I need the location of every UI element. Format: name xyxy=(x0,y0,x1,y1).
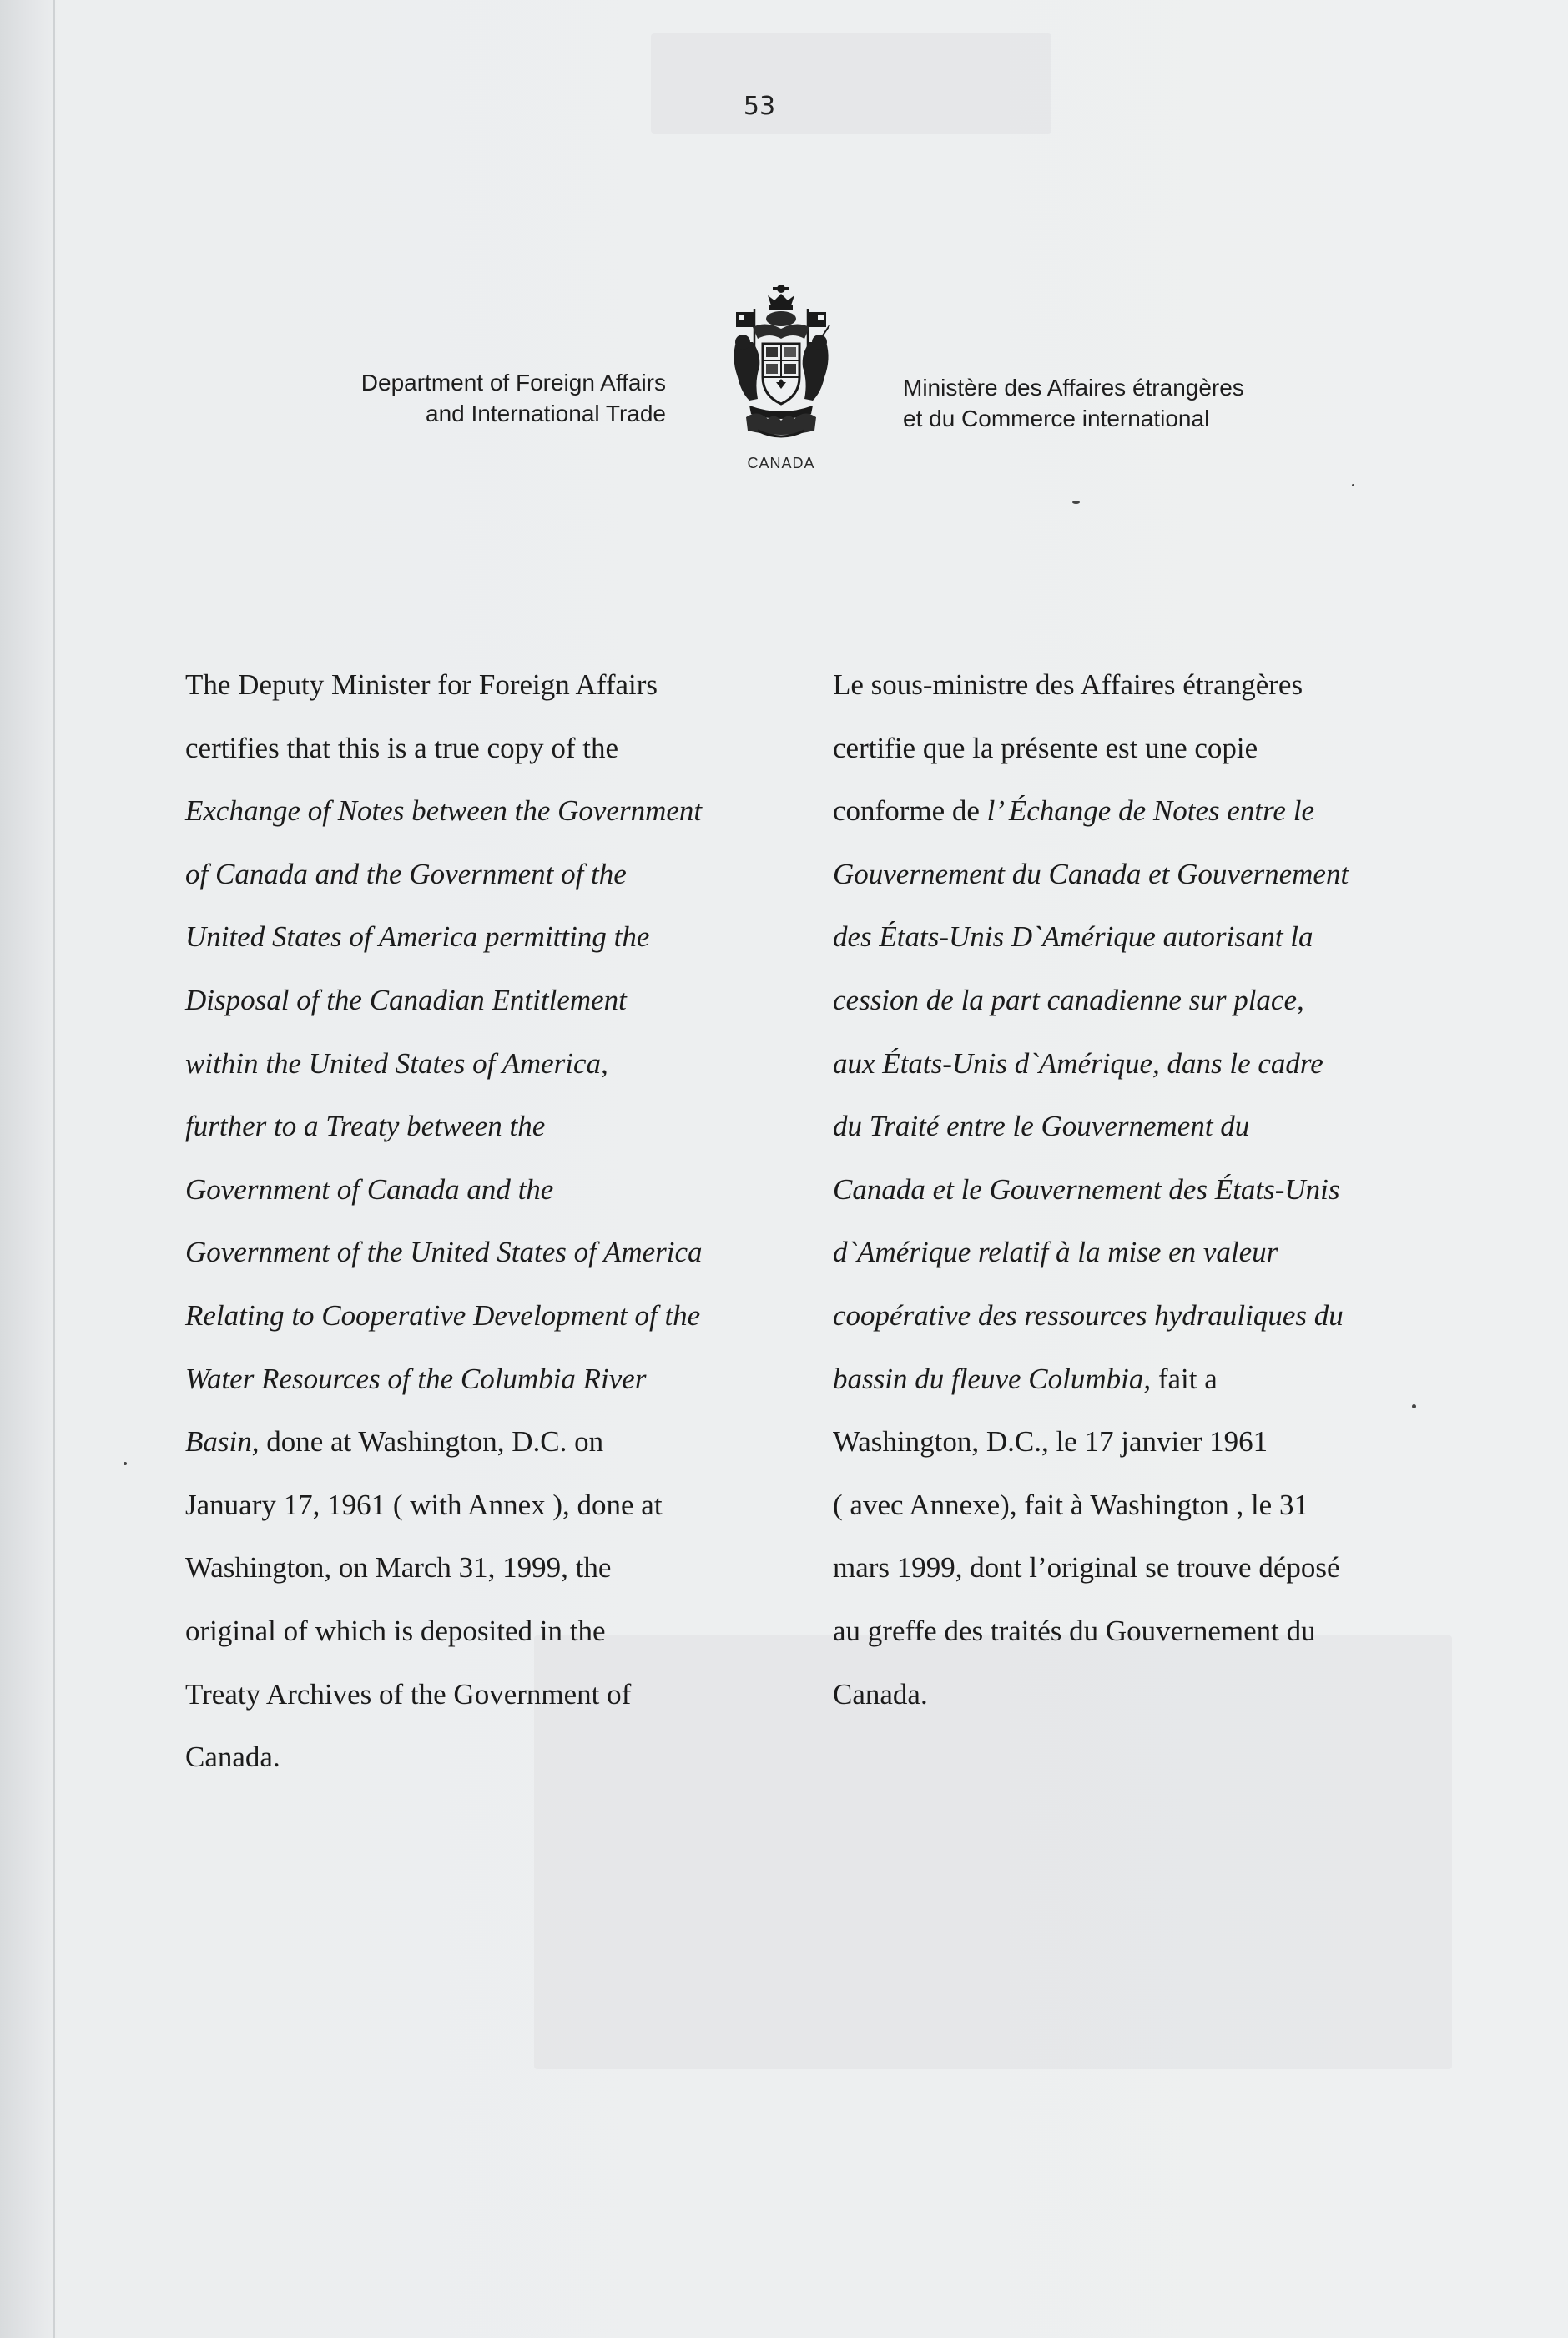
text-line xyxy=(833,653,1417,717)
text-line xyxy=(185,1600,786,1663)
bleed-through-mark xyxy=(651,33,1051,134)
italic-text-run: Gouvernement du Canada et Gouvernement xyxy=(833,857,1349,890)
text-run: Le sous-ministre des Affaires étrangères xyxy=(833,668,1303,701)
text-run: conforme de xyxy=(833,794,987,828)
text-line xyxy=(833,1095,1417,1158)
crest-caption: CANADA xyxy=(747,455,815,471)
text-run: Washington, D.C., le 17 janvier 1961 xyxy=(833,1425,1268,1459)
italic-text-run: aux États-Unis d`Amérique, dans le cadre xyxy=(833,1046,1323,1080)
text-run: done at Washington, D.C. on xyxy=(259,1425,604,1459)
italic-text-run: within the United States of America, xyxy=(185,1046,608,1080)
text-line xyxy=(833,1158,1417,1222)
italic-text-run: United States of America permitting the xyxy=(185,920,650,954)
canada-coat-of-arms-icon xyxy=(724,284,838,451)
italic-text-run: Government of Canada and the xyxy=(185,1172,554,1206)
italic-text-run: des États-Unis D`Amérique autorisant la xyxy=(833,920,1313,954)
department-line: and International Trade xyxy=(426,401,666,426)
text-line xyxy=(833,1032,1417,1096)
italic-text-run: Canada et le Gouvernement des États-Unis xyxy=(833,1172,1340,1206)
italic-text-run: du Traité entre le Gouvernement du xyxy=(833,1110,1250,1143)
department-line: et du Commerce international xyxy=(903,406,1210,431)
text-line xyxy=(185,1536,786,1600)
text-line xyxy=(185,653,786,717)
text-line xyxy=(833,1600,1417,1663)
text-run: January 17, 1961 ( with Annex ), done at xyxy=(185,1488,663,1521)
text-line xyxy=(185,717,786,780)
text-line xyxy=(833,969,1417,1032)
italic-text-run: Exchange of Notes between the Government xyxy=(185,794,703,828)
text-line xyxy=(185,1410,786,1474)
page-number: 53 xyxy=(743,92,776,121)
text-run: Canada. xyxy=(185,1741,280,1774)
text-line xyxy=(833,1663,1417,1726)
department-name-french xyxy=(903,372,1370,434)
text-line xyxy=(833,843,1417,906)
italic-text-run: Government of the United States of America xyxy=(185,1236,703,1269)
text-line xyxy=(833,1221,1417,1284)
french-certification-text xyxy=(833,653,1417,1726)
text-line xyxy=(833,1348,1417,1411)
italic-text-run: cession de la part canadienne sur place, xyxy=(833,983,1304,1016)
text-line xyxy=(185,1284,786,1348)
department-line: Department of Foreign Affairs xyxy=(360,370,666,396)
text-line xyxy=(185,969,786,1032)
text-run: original of which is deposited in the xyxy=(185,1614,606,1647)
text-run: mars 1999, dont l’original se trouve déposé xyxy=(833,1551,1340,1585)
text-line xyxy=(833,1474,1417,1537)
scan-speck xyxy=(1352,484,1354,486)
italic-text-run: of Canada and the Government of the xyxy=(185,857,627,890)
text-line xyxy=(185,1095,786,1158)
text-run: certifie que la présente est une copie xyxy=(833,731,1258,764)
text-run: Canada. xyxy=(833,1677,928,1711)
italic-text-run: Disposal of the Canadian Entitlement xyxy=(185,983,627,1016)
italic-text-run: further to a Treaty between the xyxy=(185,1110,546,1143)
text-run: ( avec Annexe), fait à Washington , le 31 xyxy=(833,1488,1308,1521)
text-line xyxy=(833,1284,1417,1348)
scan-speck xyxy=(1412,1404,1416,1408)
text-run: certifies that this is a true copy of the xyxy=(185,731,619,764)
scan-speck xyxy=(1072,501,1080,504)
text-run: Treaty Archives of the Government of xyxy=(185,1677,632,1711)
italic-text-run: coopérative des ressources hydrauliques du xyxy=(833,1298,1344,1332)
text-run: Washington, on March 31, 1999, the xyxy=(185,1551,612,1585)
italic-text-run: Basin, xyxy=(185,1425,260,1459)
text-line xyxy=(185,779,786,843)
italic-text-run: l’ Échange de Notes entre le xyxy=(986,794,1314,828)
text-line xyxy=(185,843,786,906)
text-run: The Deputy Minister for Foreign Affairs xyxy=(185,668,658,701)
text-line xyxy=(833,1410,1417,1474)
text-run: au greffe des traités du Gouvernement du xyxy=(833,1614,1316,1647)
italic-text-run: bassin du fleuve Columbia, xyxy=(833,1362,1152,1395)
italic-text-run: Relating to Cooperative Development of the xyxy=(185,1298,701,1332)
text-line xyxy=(185,1726,786,1789)
text-line xyxy=(833,905,1417,969)
italic-text-run: d`Amérique relatif à la mise en valeur xyxy=(833,1236,1278,1269)
italic-text-run: Water Resources of the Columbia River xyxy=(185,1362,647,1395)
text-run: fait a xyxy=(1151,1362,1218,1395)
text-line xyxy=(833,1536,1417,1600)
text-line xyxy=(185,1032,786,1096)
scan-speck xyxy=(124,1462,127,1465)
text-line xyxy=(185,905,786,969)
text-line xyxy=(185,1158,786,1222)
text-line xyxy=(185,1221,786,1284)
department-line: Ministère des Affaires étrangères xyxy=(903,375,1244,401)
text-line xyxy=(833,779,1417,843)
department-name-english xyxy=(242,367,666,429)
text-line xyxy=(185,1348,786,1411)
text-line xyxy=(833,717,1417,780)
page-edge-shadow xyxy=(53,0,55,2338)
text-line xyxy=(185,1663,786,1726)
text-line xyxy=(185,1474,786,1537)
english-certification-text xyxy=(185,653,786,1789)
